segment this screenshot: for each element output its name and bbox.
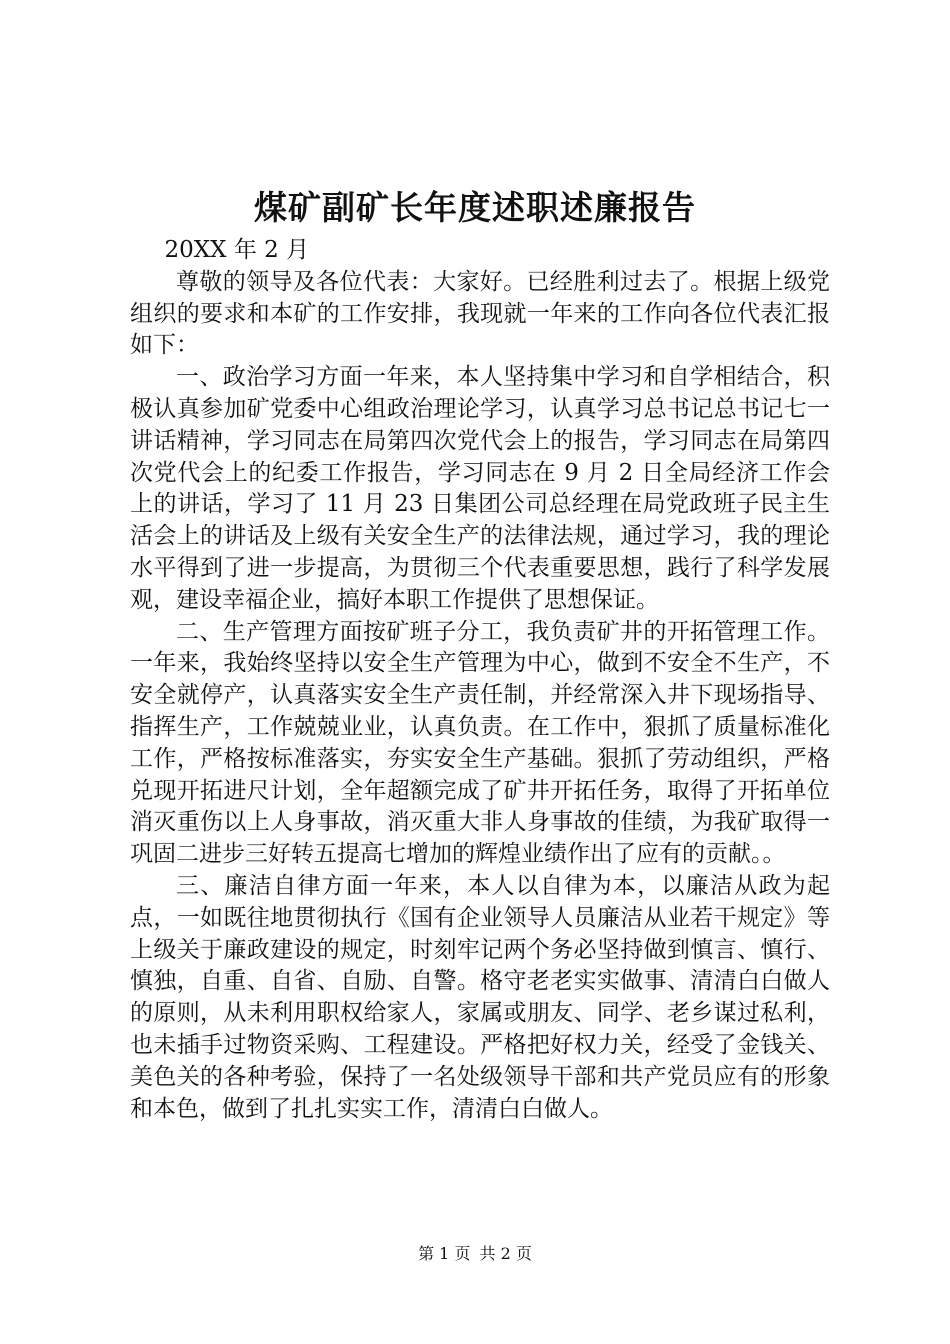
page-footer (0, 1243, 950, 1265)
document-title: 煤矿副矿长年度述职述廉报告 (254, 188, 696, 227)
document-body (130, 235, 830, 1125)
paragraph-greeting: 尊敬的领导及各位代表：大家好。已经胜利过去了。根据上级党组织的要求和本矿的工作安排，我现就一年来的工作向各位代表汇报如下： (130, 268, 830, 359)
document-date: 20XX 年 2 月 (164, 237, 310, 263)
page-total: 共 2 页 (479, 1244, 532, 1263)
page-number: 第 1 页 (418, 1244, 471, 1263)
paragraph-political-study: 一、政治学习方面一年来，本人坚持集中学习和自学相结合，积极认真参加矿党委中心组政治理论学习，认真学习总书记总书记七一讲话精神，学习同志在局第四次党代会上的报告，学习同志在局第四次党代会上的纪委工作报告，学习同志在 9 月 2 日全局经济工作会上的讲话，学习了 11 月 23 日集团公司总经理在局党政班子民主生活会上的讲话及上级有关安全生产的法律法规，通过学习，我的理论水平得到了进一步提高，为贯彻三个代表重要思想，践行了科学发展观，建设幸福企业，搞好本职工作提供了思想保证。 (130, 364, 830, 613)
paragraph-production-management: 二、生产管理方面按矿班子分工，我负责矿井的开拓管理工作。一年来，我始终坚持以安全生产管理为中心，做到不安全不生产，不安全就停产，认真落实安全生产责任制，并经常深入井下现场指导、指挥生产，工作兢兢业业，认真负责。在工作中，狠抓了质量标准化工作，严格按标准落实，夯实安全生产基础。狠抓了劳动组织，严格兑现开拓进尺计划，全年超额完成了矿井开拓任务，取得了开拓单位消灭重伤以上人身事故，消灭重大非人身事故的佳绩，为我矿取得一巩固二进步三好转五提高七增加的辉煌业绩作出了应有的贡献。。 (130, 618, 830, 868)
paragraph-integrity: 三、廉洁自律方面一年来，本人以自律为本，以廉洁从政为起点，一如既往地贯彻执行《国有企业领导人员廉洁从业若干规定》等上级关于廉政建设的规定，时刻牢记两个务必坚持做到慎言、慎行、慎独，自重、自省、自励、自警。格守老老实实做事、清清白白做人的原则，从未利用职权给家人，家属或朋友、同学、老乡谋过私利，也未插手过物资采购、工程建设。严格把好权力关，经受了金钱关、美色关的各种考验，保持了一名处级领导干部和共产党员应有的形象和本色，做到了扎扎实实工作，清清白白做人。 (130, 872, 830, 1122)
